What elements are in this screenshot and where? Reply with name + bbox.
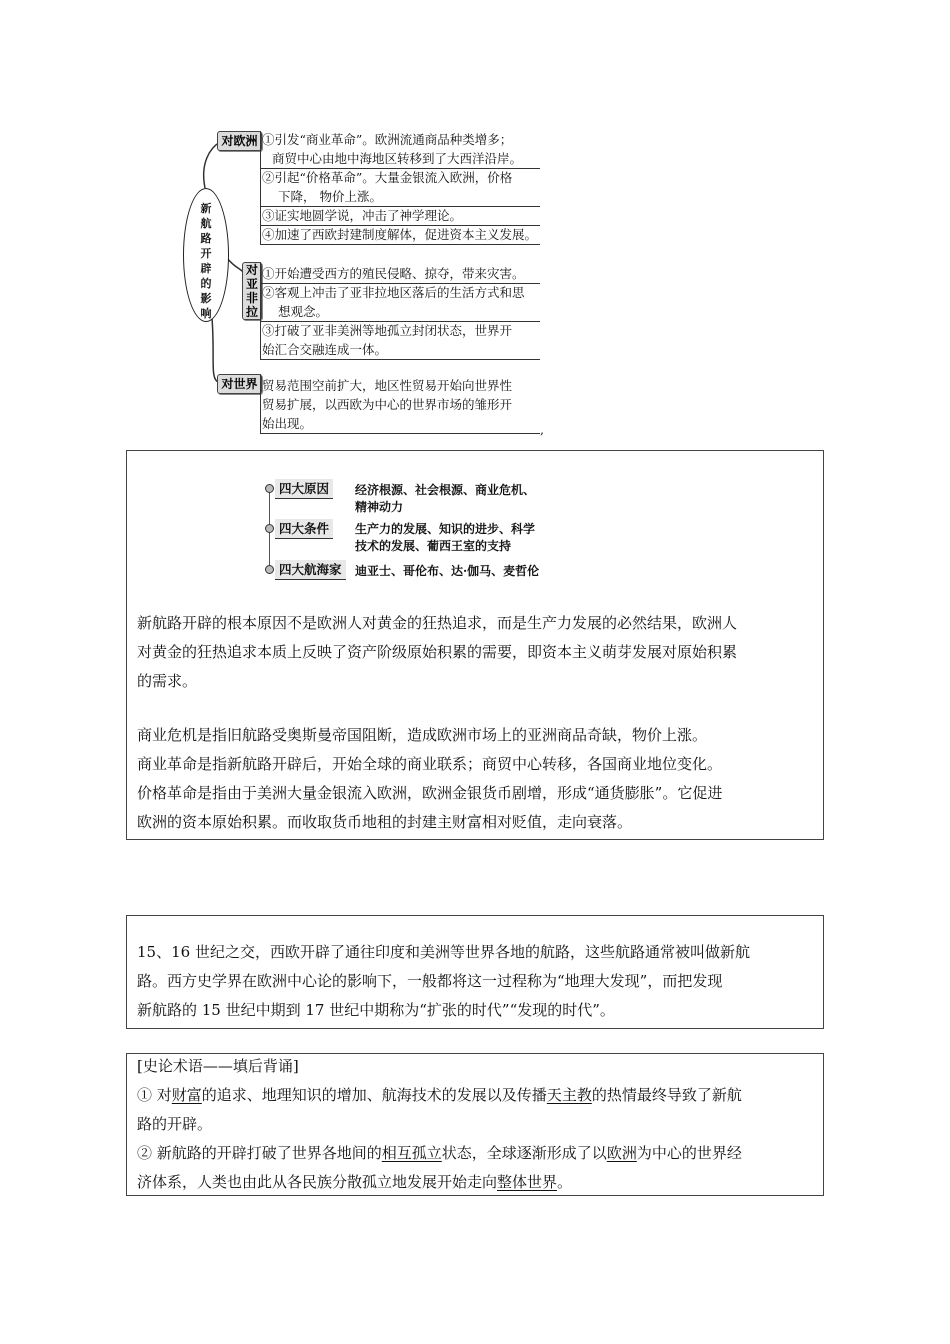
europe-line-2: 商贸中心由地中海地区转移到了大西洋沿岸。 xyxy=(272,151,523,166)
category-tag: 四大原因 xyxy=(275,479,333,499)
term-item-1: ① 对财富的追求、地理知识的增加、航海技术的发展以及传播天主教的热情最终导致了新航 xyxy=(137,1086,742,1104)
fill-blank: 整体世界 xyxy=(497,1173,558,1191)
fill-blank: 财富 xyxy=(171,1086,202,1104)
category-desc: 迪亚士、哥伦布、达·伽马、麦哲伦 xyxy=(355,564,540,578)
box-new-routes xyxy=(126,915,824,1029)
aal-line-2: ②客观上冲击了亚非拉地区落后的生活方式和思 xyxy=(262,285,525,300)
world-bracket xyxy=(260,374,261,434)
box-terms xyxy=(126,1053,824,1196)
mindmap-center-oval xyxy=(183,188,229,322)
category-desc: 生产力的发展、知识的进步、科学 xyxy=(355,522,536,536)
world-line-3: 始出现。 xyxy=(262,416,313,431)
europe-line-6: ④加速了西欧封建制度解体，促进资本主义发展。 xyxy=(262,227,538,242)
europe-line-5: ③证实地圆学说，冲击了神学理论。 xyxy=(262,208,463,223)
terms-heading: [史论术语——填后背诵] xyxy=(137,1057,299,1075)
terms-content: [史论术语——填后背诵] ① 对财富的追求、地理知识的增加、航海技术的发展以及传播天主教的热情最终导致了新航 路的开辟。 ② 新航路的开辟打破了世界各地间的相互孤立状态，全球逐渐形成了以欧洲为中心的世界经 济体系，人类也由此从各民族分散孤立地发展开始走向整体世界。 xyxy=(137,1052,817,1197)
aal-line-4: ③打破了亚非美洲等地孤立封闭状态，世界开 xyxy=(262,323,513,338)
fill-blank: 欧洲 xyxy=(606,1144,637,1162)
label-world: 对世界 xyxy=(217,374,262,394)
label-asia-africa-latam: 对 亚 非 拉 xyxy=(242,262,262,320)
paragraph-definitions: 商业危机是指旧航路受奥斯曼帝国阻断，造成欧洲市场上的亚洲商品奇缺，物价上涨。 商业革命是指新航路开辟后，开始全球的商业联系；商贸中心转移，各国商业地位变化。 价格革命是指由于美洲大量金银流入欧洲，欧洲金银货币剧增，形成“通货膨胀”。它促进 欧洲的资本原始积累。而收取货币地租的封建主财富相对贬值，走向衰落。 xyxy=(137,726,723,831)
divider xyxy=(260,244,540,245)
europe-line-3: ②引起“价格革命”。大量金银流入欧洲，价格 xyxy=(262,170,513,185)
europe-line-4: 下降， 物价上涨。 xyxy=(278,189,382,204)
category-desc: 经济根源、社会根源、商业危机、 xyxy=(355,483,536,497)
aal-line-5: 始汇合交融连成一体。 xyxy=(262,342,388,357)
europe-bracket xyxy=(260,131,261,244)
paragraph-root-cause: 新航路开辟的根本原因不是欧洲人对黄金的狂热追求，而是生产力发展的必然结果，欧洲人 对黄金的狂热追求本质上反映了资产阶级原始积累的需要，即资本主义萌芽发展对原始积累 的需求。 xyxy=(137,614,738,690)
europe-line-1: ①引发“商业革命”。欧洲流通商品种类增多； xyxy=(262,132,513,147)
bullet-icon xyxy=(265,524,274,533)
aal-line-1: ①开始遭受西方的殖民侵略、掠夺，带来灾害。 xyxy=(262,266,525,281)
trailing-comma: , xyxy=(540,422,544,437)
bullet-icon xyxy=(265,565,274,574)
aal-line-3: 想观念。 xyxy=(278,304,329,319)
category-tag: 四大航海家 xyxy=(275,560,346,580)
term-item-2: ② 新航路的开辟打破了世界各地间的相互孤立状态，全球逐渐形成了以欧洲为中心的世界经 xyxy=(137,1144,742,1162)
bullet-icon xyxy=(265,484,274,493)
world-line-1: 贸易范围空前扩大，地区性贸易开始向世界性 xyxy=(262,378,513,393)
divider xyxy=(260,359,540,360)
category-tag: 四大条件 xyxy=(275,519,333,539)
box-causes xyxy=(126,450,824,840)
fill-blank: 相互孤立 xyxy=(381,1144,442,1162)
aal-bracket xyxy=(260,262,261,359)
divider xyxy=(260,433,540,434)
world-line-2: 贸易扩展，以西欧为中心的世界市场的雏形开 xyxy=(262,397,513,412)
category-desc: 精神动力 xyxy=(355,500,404,514)
category-desc: 技术的发展、葡西王室的支持 xyxy=(355,539,512,553)
label-europe: 对欧洲 xyxy=(217,131,262,151)
fill-blank: 天主教 xyxy=(546,1086,592,1104)
paragraph-new-routes: 15、16 世纪之交，西欧开辟了通往印度和美洲等世界各地的航路，这些航路通常被叫做新航 路。西方史学界在欧洲中心论的影响下，一般都将这一过程称为“地理大发现”，而把发现 新航路的 15 世纪中期到 17 世纪中期称为“扩张的时代”“发现的时代”。 xyxy=(137,943,750,1019)
mindmap-center-title: 新 航 路 开 辟 的 影 响 xyxy=(200,202,212,320)
